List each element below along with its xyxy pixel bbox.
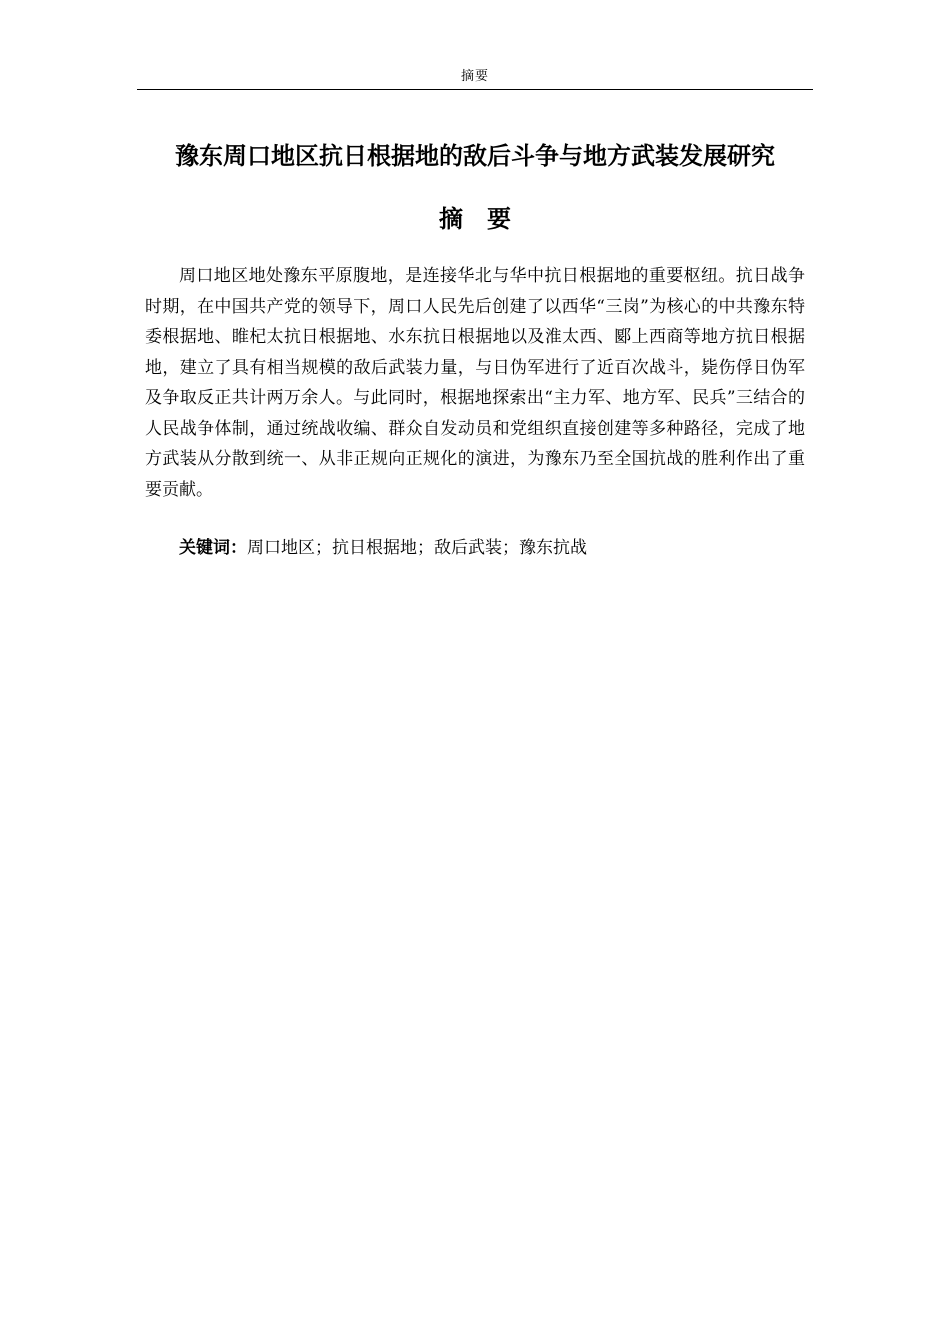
keywords-list: 周口地区；抗日根据地；敌后武装；豫东抗战	[247, 538, 587, 558]
keywords-label: 关键词：	[179, 538, 247, 558]
running-header: 摘要	[460, 69, 489, 84]
abstract-heading: 摘要	[439, 205, 535, 233]
document-title: 豫东周口地区抗日根据地的敌后斗争与地方武装发展研究	[175, 142, 775, 170]
abstract-paragraph: 周口地区地处豫东平原腹地，是连接华北与华中抗日根据地的重要枢纽。抗日战争时期，在中国共产党的领导下，周口人民先后创建了以西华“三岗”为核心的中共豫东特委根据地、睢杞太抗日根据地、水东抗日根据地以及淮太西、郾上西商等地方抗日根据地，建立了具有相当规模的敌后武装力量，与日伪军进行了近百次战斗，毙伤俘日伪军及争取反正共计两万余人。与此同时，根据地探索出“主力军、地方军、民兵”三结合的人民战争体制，通过统战收编、群众自发动员和党组织直接创建等多种路径，完成了地方武装从分散到统一、从非正规向正规化的演进，为豫东乃至全国抗战的胜利作出了重要贡献。	[145, 266, 805, 500]
keywords-line	[145, 533, 805, 563]
header-divider	[137, 89, 813, 90]
